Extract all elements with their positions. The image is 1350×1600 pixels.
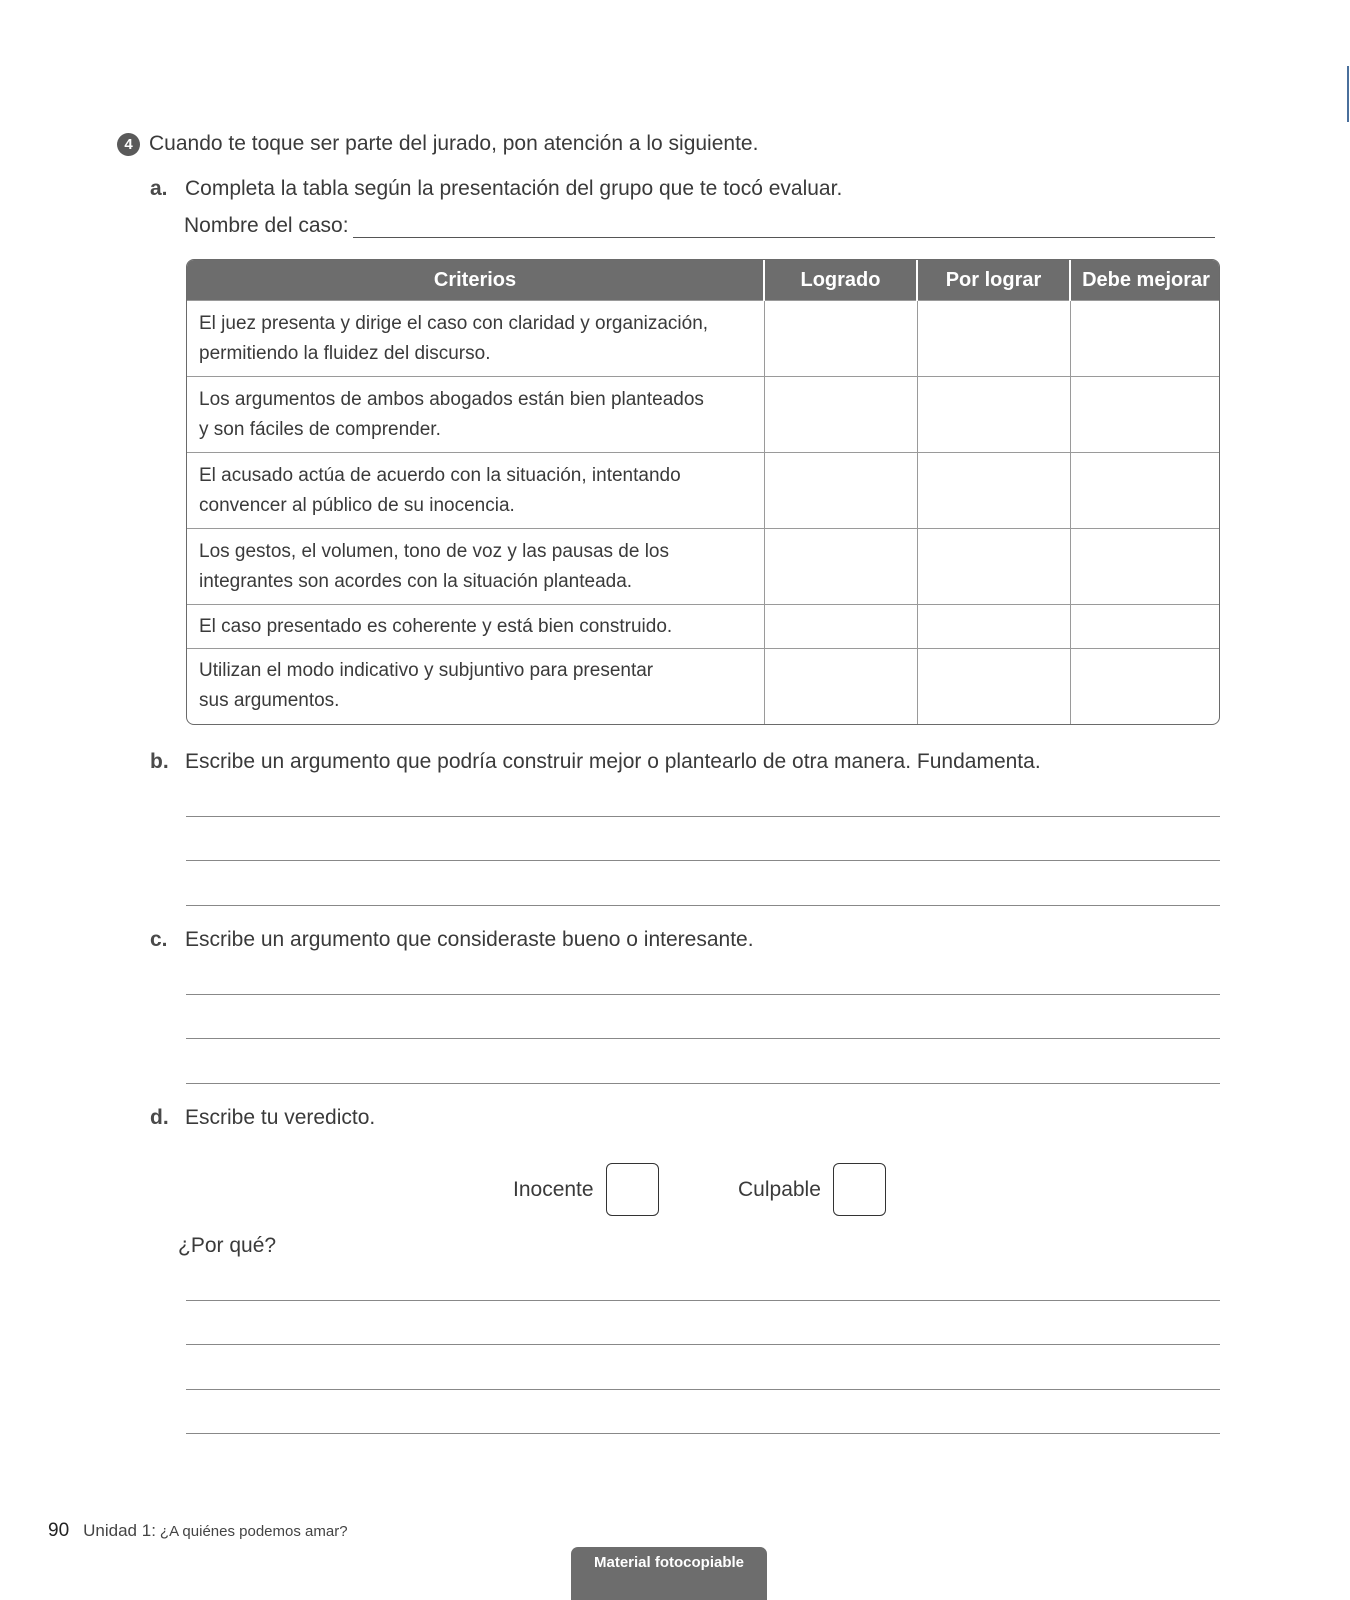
unit-title: ¿A quiénes podemos amar? [159,1523,348,1540]
table-header-row [187,260,1220,301]
question-number-badge: 4 [117,133,140,156]
logrado-cell[interactable] [764,529,917,605]
part-a [150,177,842,201]
answer-line-d-2[interactable] [186,1344,1220,1345]
answer-line-c-3[interactable] [186,1083,1220,1084]
page-number: 90 [48,1520,70,1541]
criterion-cell: Los gestos, el volumen, tono de voz y las pausas de los integrantes son acordes con la situación planteada. [187,529,764,605]
part-b-text: Escribe un argumento que podría construir mejor o plantearlo de otra manera. Fundamenta. [185,750,1041,773]
por-lograr-cell[interactable] [917,648,1070,724]
answer-line-b-2[interactable] [186,860,1220,861]
logrado-cell[interactable] [764,377,917,453]
unit-label: Unidad 1: [83,1521,156,1540]
part-d-text: Escribe tu veredicto. [185,1106,376,1129]
answer-line-d-3[interactable] [186,1389,1220,1390]
part-c-text: Escribe un argumento que consideraste bueno o interesante. [185,928,754,951]
part-a-letter: a. [150,177,168,200]
por-lograr-cell[interactable] [917,301,1070,377]
logrado-cell[interactable] [764,648,917,724]
innocent-label: Inocente [513,1177,594,1201]
table-row [187,301,1220,377]
verdict-guilty [738,1163,886,1216]
debe-mejorar-cell[interactable] [1070,605,1220,649]
criterion-cell: El acusado actúa de acuerdo con la situación, intentando convencer al público de su inocencia. [187,453,764,529]
criterion-cell: Utilizan el modo indicativo y subjuntivo para presentar sus argumentos. [187,648,764,724]
debe-mejorar-cell[interactable] [1070,377,1220,453]
answer-line-b-3[interactable] [186,905,1220,906]
part-b [150,750,1041,774]
why-label: ¿Por qué? [178,1234,277,1257]
answer-line-d-1[interactable] [186,1300,1220,1301]
por-lograr-cell[interactable] [917,453,1070,529]
table-row [187,453,1220,529]
verdict-innocent [513,1163,659,1216]
answer-line-b-1[interactable] [186,816,1220,817]
criterion-cell: El juez presenta y dirige el caso con claridad y organización, permitiendo la fluidez del discurso. [187,301,764,377]
criterion-cell: El caso presentado es coherente y está bien construido. [187,605,764,649]
case-name-label: Nombre del caso: [184,214,349,237]
part-c-letter: c. [150,928,168,951]
logrado-cell[interactable] [764,453,917,529]
table-row [187,529,1220,605]
header-debe-mejorar: Debe mejorar [1070,260,1220,301]
header-criterios: Criterios [187,260,764,301]
table-row [187,605,1220,649]
table-row [187,648,1220,724]
part-b-letter: b. [150,750,169,773]
page-footer [48,1520,348,1542]
table-row [187,377,1220,453]
por-lograr-cell[interactable] [917,529,1070,605]
answer-line-d-4[interactable] [186,1433,1220,1434]
page-edge-marker [1347,66,1349,122]
logrado-cell[interactable] [764,301,917,377]
photocopiable-tab: Material fotocopiable [571,1547,767,1600]
logrado-cell[interactable] [764,605,917,649]
header-logrado: Logrado [764,260,917,301]
question-4 [117,132,758,156]
debe-mejorar-cell[interactable] [1070,529,1220,605]
criterion-cell: Los argumentos de ambos abogados están bien planteados y son fáciles de comprender. [187,377,764,453]
answer-line-c-1[interactable] [186,994,1220,995]
part-c [150,928,754,952]
header-por-lograr: Por lograr [917,260,1070,301]
evaluation-table [186,259,1220,725]
por-lograr-cell[interactable] [917,605,1070,649]
debe-mejorar-cell[interactable] [1070,453,1220,529]
innocent-checkbox[interactable] [606,1163,659,1216]
por-lograr-cell[interactable] [917,377,1070,453]
case-name-row [184,213,1215,238]
answer-line-c-2[interactable] [186,1038,1220,1039]
part-a-text: Completa la tabla según la presentación del grupo que te tocó evaluar. [185,177,843,200]
question-text: Cuando te toque ser parte del jurado, pon atención a lo siguiente. [149,132,759,155]
part-d [150,1106,375,1130]
part-d-letter: d. [150,1106,169,1129]
debe-mejorar-cell[interactable] [1070,301,1220,377]
guilty-checkbox[interactable] [833,1163,886,1216]
guilty-label: Culpable [738,1177,821,1201]
debe-mejorar-cell[interactable] [1070,648,1220,724]
case-name-field[interactable] [353,213,1215,238]
